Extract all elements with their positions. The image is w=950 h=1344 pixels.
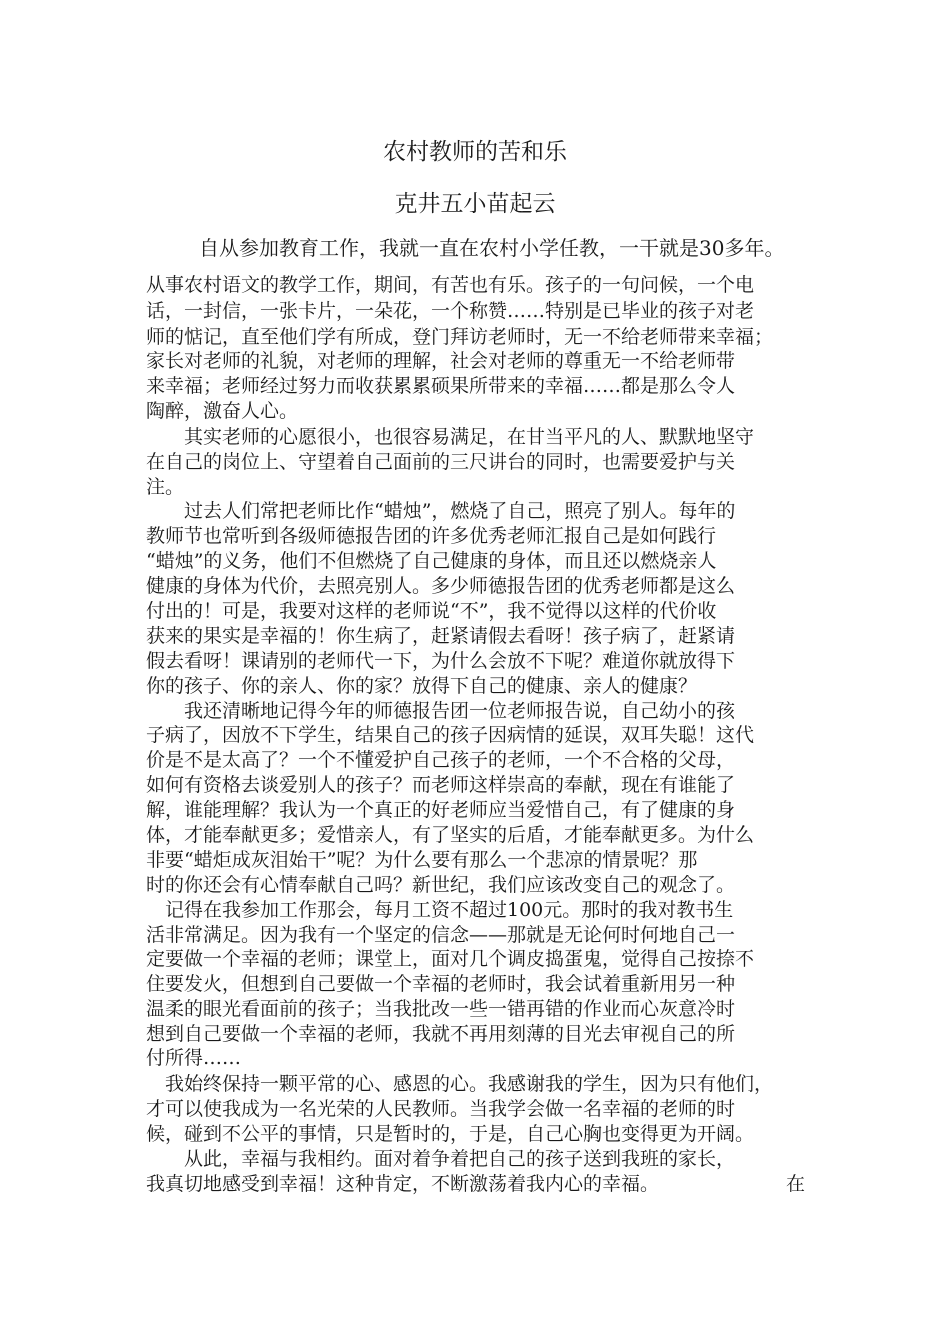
text-line: 健康的身体为代价，去照亮别人。多少师德报告团的优秀老师都是这么: [146, 575, 736, 597]
text-line: 注。: [146, 476, 185, 498]
text-line: 话，一封信，一张卡片，一朵花，一个称赞……特别是已毕业的孩子对老: [146, 300, 755, 322]
text-line: 过去人们常把老师比作“蜡烛”，燃烧了自己，照亮了别人。每年的: [146, 500, 736, 522]
text-line: 想到自己要做一个幸福的老师，我就不再用刻薄的目光去审视自己的所: [146, 1023, 736, 1045]
text-line: 我始终保持一颗平常的心、感恩的心。我感谢我的学生，因为只有他们，: [146, 1073, 774, 1095]
text-line: 家长对老师的礼貌，对老师的理解，社会对老师的尊重无一不给老师带: [146, 350, 736, 372]
text-line: 子病了，因放不下学生，结果自己的孩子因病情的延误，双耳失聪！这代: [146, 724, 755, 746]
text-line: 从此，幸福与我相约。面对着争着把自己的孩子送到我班的家长，: [146, 1148, 736, 1170]
document-title: 农村教师的苦和乐: [383, 139, 567, 165]
text-line: 你的孩子、你的亲人、你的家？放得下自己的健康、亲人的健康？: [146, 675, 698, 697]
text-line: 解，谁能理解？我认为一个真正的好老师应当爱惜自己，有了健康的身: [146, 799, 736, 821]
text-line: 非要“蜡炬成灰泪始干”呢？为什么要有那么一个悲凉的情景呢？那: [146, 849, 698, 871]
text-line: 活非常满足。因为我有一个坚定的信念——那就是无论何时何地自己一: [146, 924, 736, 946]
text-line: 获来的果实是幸福的！你生病了，赶紧请假去看呀！孩子病了，赶紧请: [146, 625, 736, 647]
text-line: 价是不是太高了？一个不懂爱护自己孩子的老师，一个不合格的父母，: [146, 749, 736, 771]
text-line: 住要发火，但想到自己要做一个幸福的老师时，我会试着重新用另一种: [146, 973, 736, 995]
text-line: 自从参加教育工作，我就一直在农村小学任教，一干就是30多年。: [199, 236, 785, 260]
text-line: 温柔的眼光看面前的孩子；当我批改一些一错再错的作业而心灰意冷时: [146, 998, 736, 1020]
text-line: “蜡烛”的义务，他们不但燃烧了自己健康的身体，而且还以燃烧亲人: [146, 550, 717, 572]
text-line: 师的惦记，直至他们学有所成，登门拜访老师时，无一不给老师带来幸福；: [146, 326, 774, 348]
text-line: 如何有资格去谈爱别人的孩子？而老师这样崇高的奉献，现在有谁能了: [146, 774, 736, 796]
text-line: 记得在我参加工作那会，每月工资不超过100元。那时的我对教书生: [146, 899, 734, 921]
text-line: 我还清晰地记得今年的师德报告团一位老师报告说，自己幼小的孩: [146, 700, 736, 722]
text-line: 其实老师的心愿很小，也很容易满足，在甘当平凡的人、默默地坚守: [146, 426, 755, 448]
text-line: 时的你还会有心情奉献自己吗？新世纪，我们应该改变自己的观念了。: [146, 874, 736, 896]
text-line: 从事农村语文的教学工作，期间，有苦也有乐。孩子的一句问候，一个电: [146, 274, 755, 296]
text-line: 假去看呀！课请别的老师代一下，为什么会放不下呢？难道你就放得下: [146, 650, 736, 672]
text-line: 陶醉，激奋人心。: [146, 400, 299, 422]
text-line: 候，碰到不公平的事情，只是暂时的，于是，自己心胸也变得更为开阔。: [146, 1123, 755, 1145]
document-author: 克井五小苗起云: [394, 191, 556, 217]
text-line: 来幸福；老师经过努力而收获累累硕果所带来的幸福……都是那么令人: [146, 375, 736, 397]
text-line: 定要做一个幸福的老师；课堂上，面对几个调皮捣蛋鬼，觉得自己按捺不: [146, 948, 755, 970]
text-line: 付所得……: [146, 1047, 242, 1069]
trailing-word: 在: [786, 1173, 806, 1195]
text-line: 才可以使我成为一名光荣的人民教师。当我学会做一名幸福的老师的时: [146, 1098, 736, 1120]
text-line: 在自己的岗位上、守望着自己面前的三尺讲台的同时，也需要爱护与关: [146, 451, 736, 473]
text-line: 付出的！可是，我要对这样的老师说“不”，我不觉得以这样的代价收: [146, 600, 717, 622]
text-line: 体，才能奉献更多；爱惜亲人，有了坚实的后盾，才能奉献更多。为什么: [146, 824, 755, 846]
text-line: 我真切地感受到幸福！这种肯定，不断激荡着我内心的幸福。: [146, 1173, 660, 1195]
text-line: 教师节也常听到各级师德报告团的许多优秀老师汇报自己是如何践行: [146, 525, 717, 547]
